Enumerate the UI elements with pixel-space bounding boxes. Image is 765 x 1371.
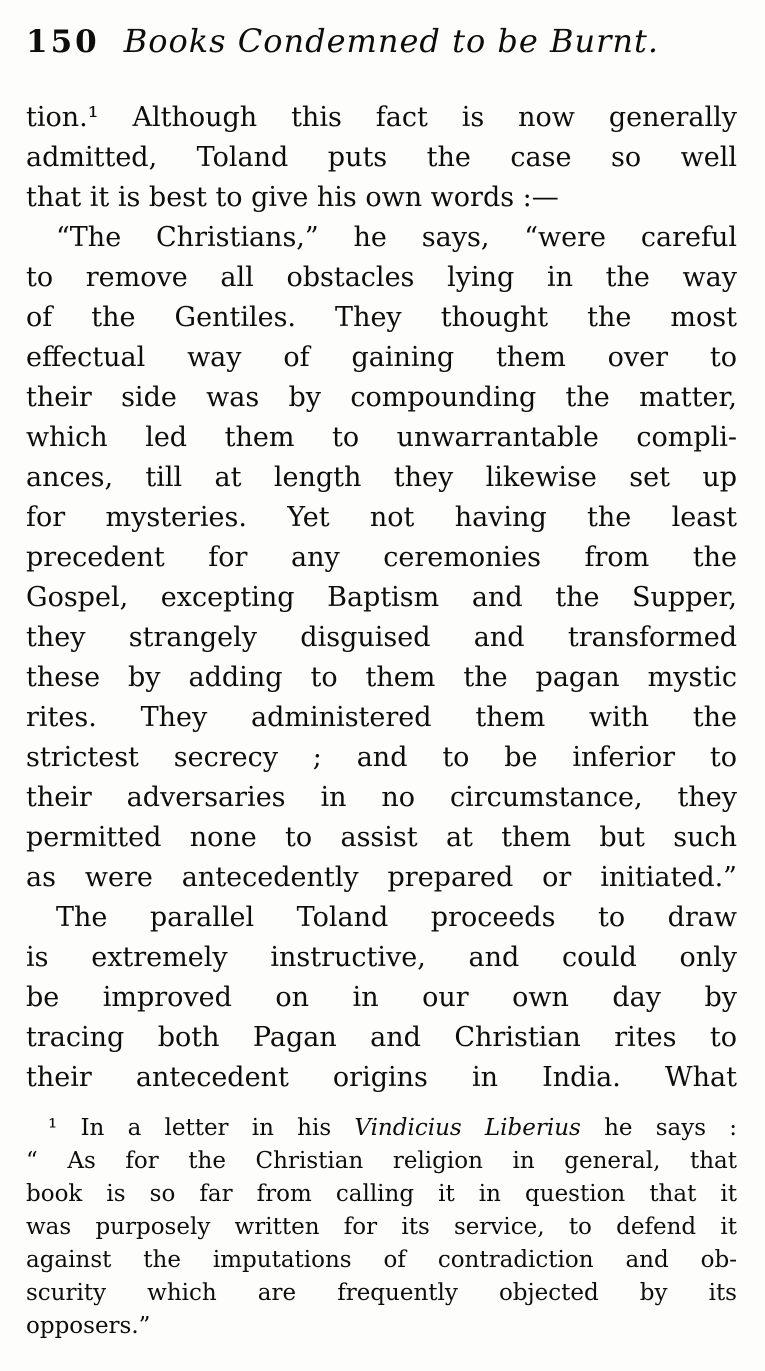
page-number: 150: [26, 24, 100, 60]
text-line: strictest secrecy ; and to be inferior to: [26, 742, 737, 773]
running-title: Books Condemned to be Burnt.: [123, 22, 660, 60]
text-line: effectual way of gaining them over to: [26, 342, 737, 373]
body-text: [26, 98, 737, 1098]
text-line: Gospel, excepting Baptism and the Supper,: [26, 582, 737, 613]
text-line: tracing both Pagan and Christian rites to: [26, 1022, 737, 1053]
cited-work-title: Vindicius Liberius: [354, 1115, 581, 1141]
text-line: to remove all obstacles lying in the way: [26, 262, 737, 293]
text-line: they strangely disguised and transformed: [26, 622, 737, 653]
text-line: scurity which are frequently objected by its: [26, 1280, 737, 1306]
text-segment: he says :: [580, 1115, 737, 1141]
text-line: was purposely written for its service, to defend it: [26, 1214, 737, 1240]
text-line: rites. They administered them with the: [26, 702, 737, 733]
text-line: which led them to unwarrantable compli-: [26, 422, 737, 453]
text-line: for mysteries. Yet not having the least: [26, 502, 737, 533]
text-line: book is so far from calling it in question that it: [26, 1181, 737, 1207]
text-line: ances, till at length they likewise set up: [26, 462, 737, 493]
text-line: these by adding to them the pagan mystic: [26, 662, 737, 693]
text-line: The parallel Toland proceeds to draw: [56, 902, 737, 933]
paragraph: [26, 898, 737, 1098]
text-line: their adversaries in no circumstance, they: [26, 782, 737, 813]
text-line: against the imputations of contradiction and ob-: [26, 1247, 737, 1273]
text-segment: ¹ In a letter in his: [48, 1115, 355, 1141]
text-line: tion.¹ Although this fact is now generally: [26, 102, 737, 133]
text-line: [26, 1112, 737, 1145]
text-line: permitted none to assist at them but such: [26, 822, 737, 853]
text-line: “The Christians,” he says, “were careful: [56, 222, 737, 253]
paragraph: [26, 98, 737, 218]
text-line: that it is best to give his own words :—: [26, 182, 559, 213]
text-line: admitted, Toland puts the case so well: [26, 142, 737, 173]
text-line: their side was by compounding the matter,: [26, 382, 737, 413]
text-line: is extremely instructive, and could only: [26, 942, 737, 973]
text-line: be improved on in our own day by: [26, 982, 737, 1013]
text-line: precedent for any ceremonies from the: [26, 542, 737, 573]
text-line: their antecedent origins in India. What: [26, 1062, 737, 1093]
paragraph: [26, 1112, 737, 1343]
footnote: [26, 1112, 737, 1343]
text-line: opposers.”: [26, 1313, 151, 1339]
text-line: as were antecedently prepared or initiated.”: [26, 862, 737, 893]
text-line: “ As for the Christian religion in general, that: [26, 1148, 737, 1174]
text-line: of the Gentiles. They thought the most: [26, 302, 737, 333]
page-header: [26, 22, 737, 60]
paragraph: [26, 218, 737, 898]
